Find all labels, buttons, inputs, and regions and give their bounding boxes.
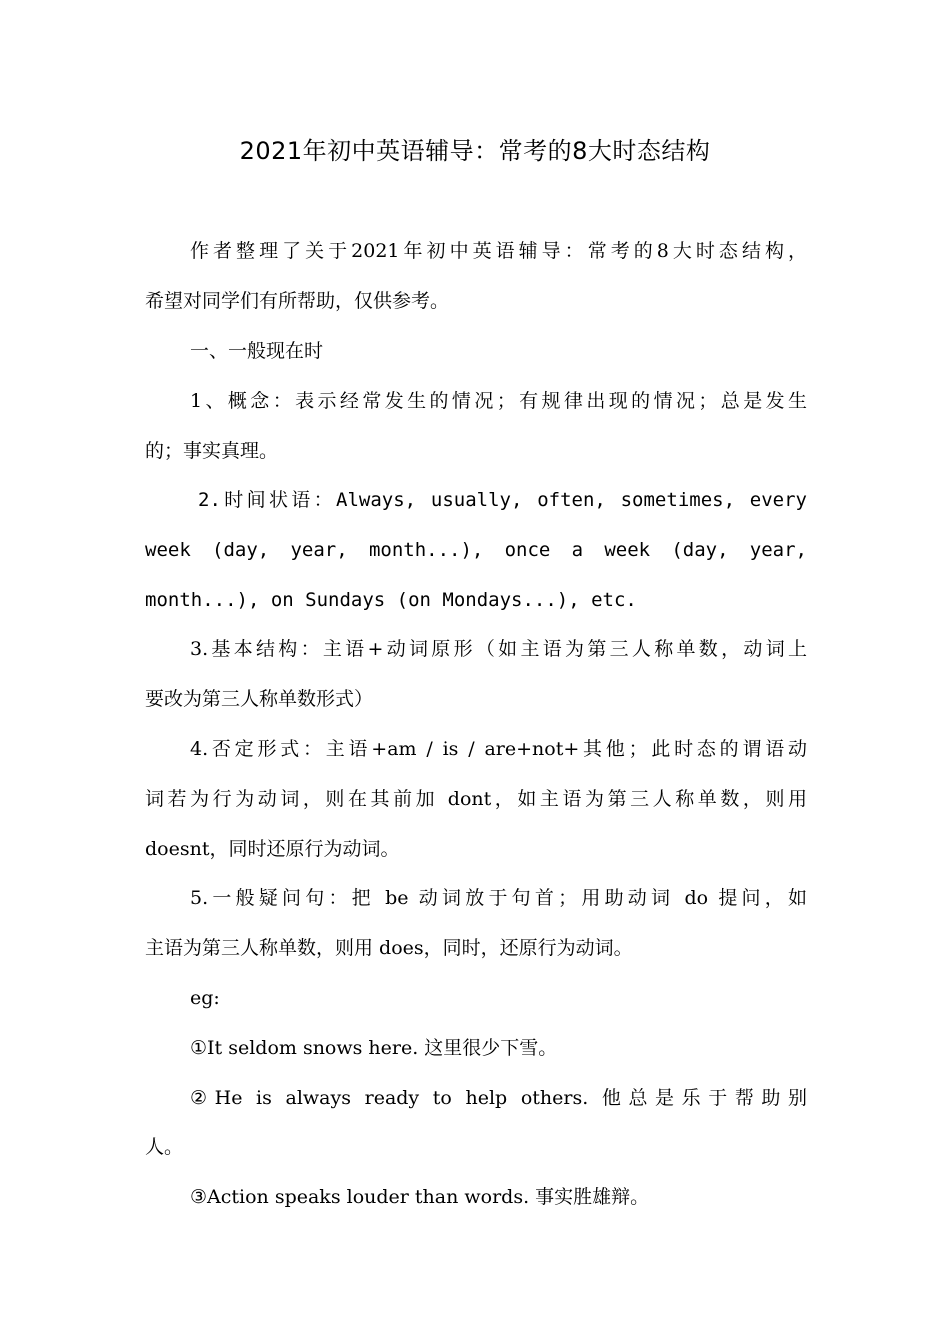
document-title: 2021年初中英语辅导：常考的8大时态结构 xyxy=(239,137,711,165)
structure-line-1: 3.基本结构：主语+动词原形（如主语为第三人称单数，动词上 xyxy=(190,638,807,660)
negative-line-3: doesnt，同时还原行为动词。 xyxy=(145,838,400,860)
question-line-2: 主语为第三人称单数，则用 does，同时，还原行为动词。 xyxy=(145,937,633,959)
example-1: ①It seldom snows here. 这里很少下雪。 xyxy=(190,1037,558,1059)
example-3: ③Action speaks louder than words. 事实胜雄辩。 xyxy=(190,1186,650,1208)
adverbial-line-3: month...), on Sundays (on Mondays...), etc. xyxy=(145,589,637,611)
question-line-1: 5.一般疑问句：把 be 动词放于句首；用助动词 do 提问，如 xyxy=(190,887,807,909)
intro-line-1: 作者整理了关于2021年初中英语辅导：常考的8大时态结构， xyxy=(190,240,807,262)
negative-line-1: 4.否定形式：主语+am / is / are+not+其他；此时态的谓语动 xyxy=(190,738,807,760)
adverbial-line-1: 2.时间状语：Always, usually, often, sometimes, every xyxy=(198,489,807,511)
structure-line-2: 要改为第三人称单数形式） xyxy=(145,688,374,710)
example-2-line-2: 人。 xyxy=(145,1136,184,1158)
concept-line-2: 的；事实真理。 xyxy=(145,440,279,462)
example-label: eg: xyxy=(190,987,220,1009)
negative-line-2: 词若为行为动词，则在其前加 dont，如主语为第三人称单数，则用 xyxy=(145,788,807,810)
adverbial-line-2: week (day, year, month...), once a week (day, year, xyxy=(145,539,807,561)
section-heading: 一、一般现在时 xyxy=(190,340,324,362)
example-2-line-1: ②He is always ready to help others. 他总是乐于帮助别 xyxy=(190,1087,807,1109)
concept-line-1: 1、概念：表示经常发生的情况；有规律出现的情况；总是发生 xyxy=(190,390,807,412)
intro-line-2: 希望对同学们有所帮助，仅供参考。 xyxy=(145,290,450,312)
